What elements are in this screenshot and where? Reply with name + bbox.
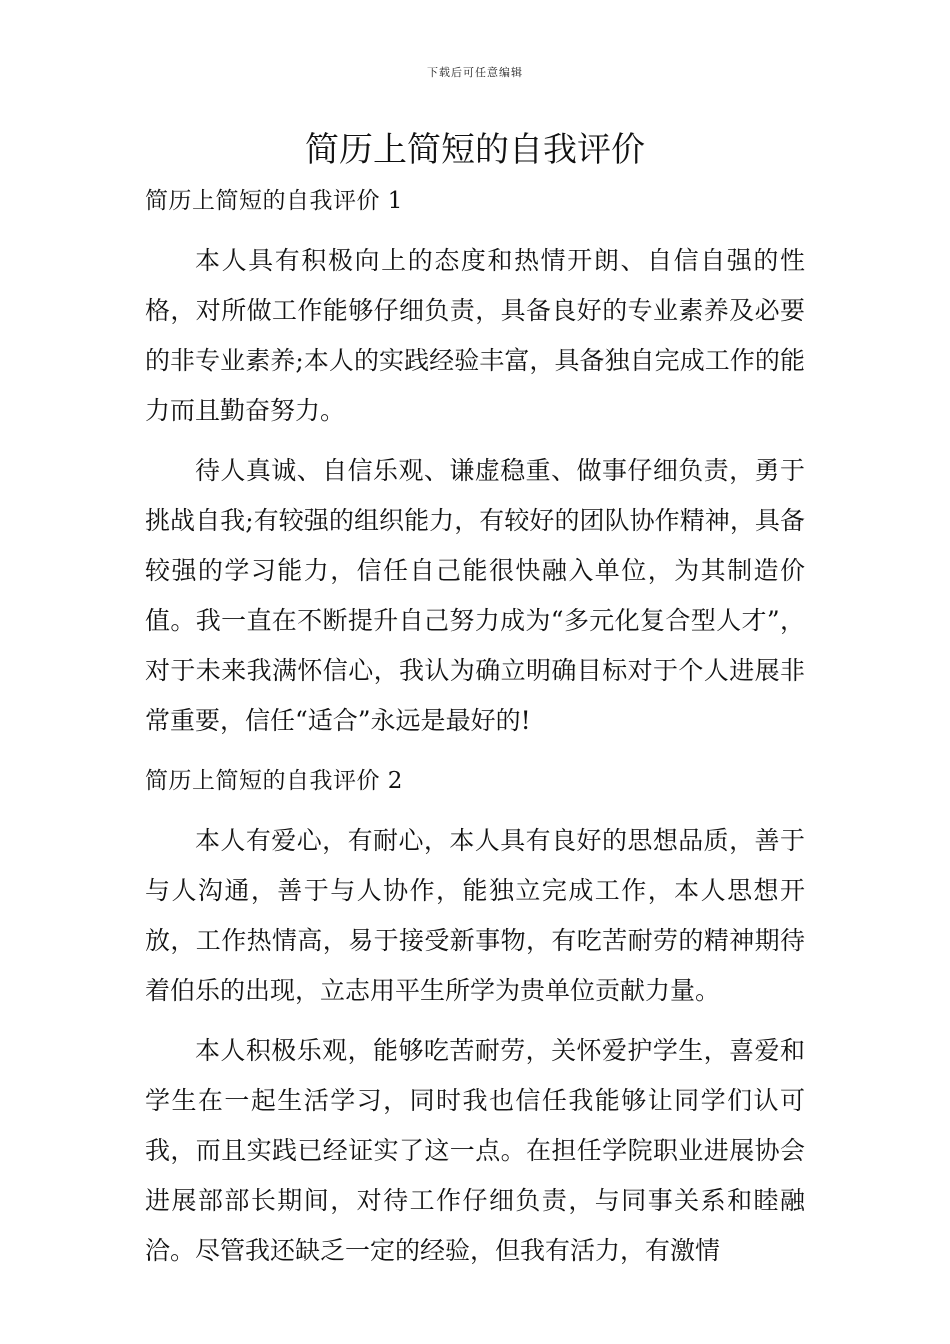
- section-heading: 简历上简短的自我评价 2: [145, 768, 403, 794]
- section-heading: 简历上简短的自我评价 1: [145, 188, 403, 214]
- document-body: [145, 176, 805, 1286]
- section-2: [145, 756, 805, 1276]
- paragraph: 待人真诚、自信乐观、谦虚稳重、做事仔细负责，勇于挑战自我;有较强的组织能力，有较好的团队协作精神，具备较强的学习能力，信任自己能很快融入单位，为其制造价值。我一直在不断提升自己努力成为“多元化复合型人才”，对于未来我满怀信心，我认为确立明确目标对于个人进展非常重要，信任“适合”永远是最好的!: [145, 456, 805, 735]
- section-1: [145, 176, 805, 746]
- paragraph: 本人积极乐观，能够吃苦耐劳，关怀爱护学生，喜爱和学生在一起生活学习，同时我也信任我能够让同学们认可我，而且实践已经证实了这一点。在担任学院职业进展协会进展部部长期间，对待工作仔细负责，与同事关系和睦融洽。尽管我还缺乏一定的经验，但我有活力，有激情: [145, 1036, 805, 1265]
- paragraph: 本人有爱心，有耐心，本人具有良好的思想品质，善于与人沟通，善于与人协作，能独立完成工作，本人思想开放，工作热情高，易于接受新事物，有吃苦耐劳的精神期待着伯乐的出现，立志用平生所学为贵单位贡献力量。: [145, 826, 805, 1005]
- paragraph: 本人具有积极向上的态度和热情开朗、自信自强的性格，对所做工作能够仔细负责，具备良好的专业素养及必要的非专业素养;本人的实践经验丰富，具备独自完成工作的能力而且勤奋努力。: [145, 246, 805, 425]
- header-note: 下载后可任意编辑: [427, 66, 523, 79]
- document-title: 简历上简短的自我评价: [305, 130, 645, 170]
